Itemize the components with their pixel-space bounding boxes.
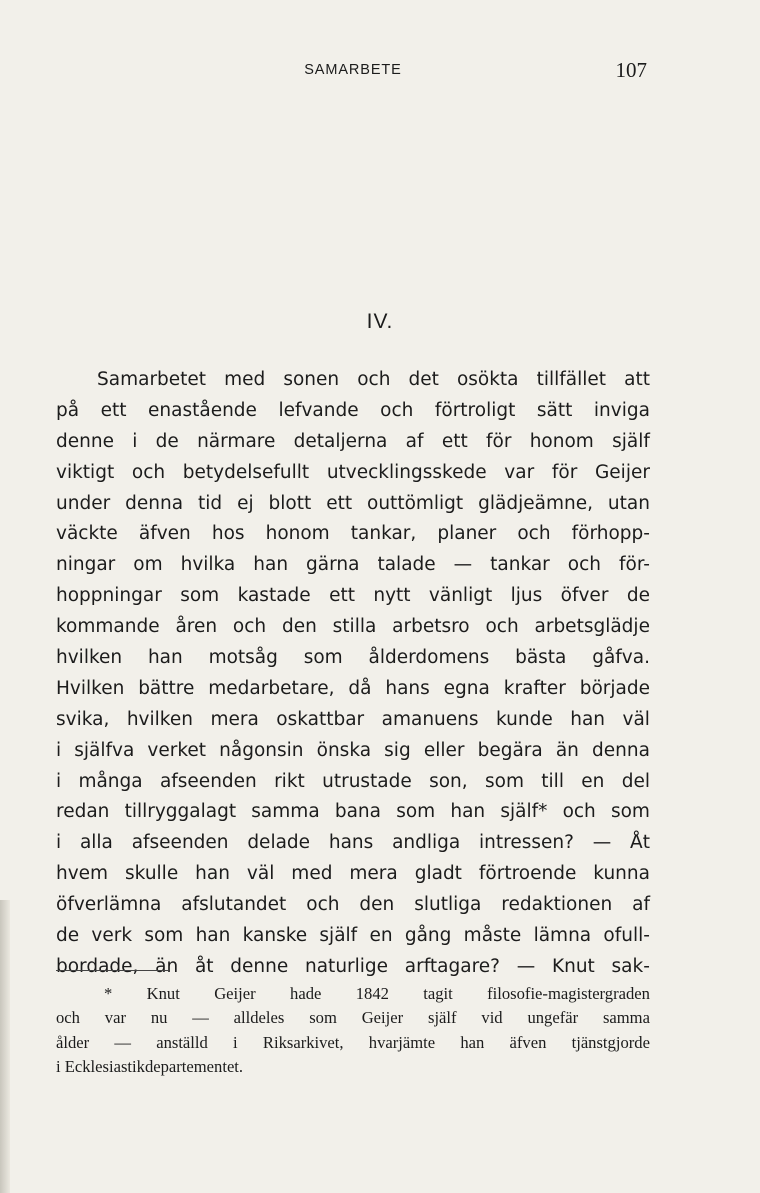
word: ej [237, 492, 254, 514]
word: hoppningar [56, 585, 162, 607]
word: i [56, 770, 62, 792]
word: förtroligt [434, 399, 516, 421]
word: honom [529, 430, 594, 452]
word: då [348, 677, 372, 699]
word: del [621, 770, 650, 792]
word: som [144, 925, 184, 947]
word: hvilka [180, 554, 236, 576]
word: önska [316, 739, 372, 761]
word: verk [91, 925, 133, 947]
text-line [56, 643, 650, 674]
word: och [517, 523, 551, 545]
word: tankar [490, 554, 550, 576]
word: väl [246, 863, 275, 885]
word: eller [423, 739, 465, 761]
word: afslutandet [181, 894, 287, 916]
word: han [195, 863, 230, 885]
footnote [56, 982, 650, 1080]
text-line [56, 396, 650, 427]
word: delade [247, 832, 311, 854]
chapter-heading: IV. [366, 310, 394, 333]
word: honom [265, 523, 330, 545]
word: nytt [373, 585, 411, 607]
word: inviga [593, 399, 650, 421]
word: viktigt [56, 461, 115, 483]
word: Geijer [361, 1008, 404, 1028]
word: lämna [533, 925, 592, 947]
word: ungefär [527, 1008, 579, 1028]
word: tillfället [536, 369, 607, 390]
word: och [131, 461, 166, 483]
word: och [562, 801, 596, 823]
word: väckte [56, 523, 118, 545]
word: gång [404, 925, 452, 947]
word: glädjeämne, [478, 492, 593, 514]
text-line [56, 736, 650, 767]
word: sak- [611, 955, 650, 977]
text-line [56, 890, 650, 921]
word: medarbetare, [208, 677, 335, 699]
word: afseenden [159, 770, 257, 792]
word: en [369, 925, 393, 947]
word: verket [147, 739, 207, 761]
word: på [56, 399, 80, 421]
word: mera [210, 708, 259, 730]
word: han [147, 647, 183, 669]
word: som [180, 585, 220, 607]
word: kastade [237, 585, 311, 607]
word: som [309, 1008, 337, 1028]
text-line [56, 612, 650, 643]
word: i [132, 430, 138, 452]
word: anställd [156, 1032, 208, 1052]
word: ett [441, 430, 468, 452]
word: som [610, 801, 650, 823]
footnote-line [56, 1006, 650, 1030]
word: sonen [283, 369, 340, 390]
word: han [450, 801, 486, 823]
word: själf [612, 430, 650, 452]
word: rikt [274, 770, 305, 792]
word: och [567, 554, 601, 576]
text-line [56, 581, 650, 612]
word: amanuens [381, 708, 479, 730]
word: mera [349, 863, 398, 885]
word: oskattbar [276, 708, 365, 730]
word: och [232, 616, 267, 638]
word: till [541, 770, 564, 792]
word: betydelsefullt [182, 461, 310, 483]
running-title: SAMARBETE [304, 62, 402, 78]
word: en [581, 770, 605, 792]
word: Riksarkivet, [262, 1032, 344, 1052]
word: själfva [74, 739, 135, 761]
word: hos [211, 523, 245, 545]
word: outtömligt [367, 492, 464, 514]
footnote-line [56, 982, 650, 1006]
word: med [291, 863, 333, 885]
word: nu [150, 1008, 168, 1028]
word: osökta [456, 369, 519, 390]
word: bästa [515, 647, 567, 669]
word: samma [602, 1008, 650, 1028]
word: son, [429, 770, 468, 792]
word: någonsin [219, 739, 304, 761]
word: utan [607, 492, 650, 514]
word: Knut [551, 955, 595, 977]
word: åren [175, 616, 218, 638]
word: slutliga [414, 894, 482, 916]
word: ljus [510, 585, 543, 607]
word: — [516, 955, 536, 977]
word: åt [194, 955, 214, 977]
page-number: 107 [615, 58, 647, 82]
word: gladt [414, 863, 462, 885]
text-line [56, 952, 650, 983]
word: alldeles [233, 1008, 285, 1028]
word: hvarjämte [368, 1032, 436, 1052]
word: tid [197, 492, 223, 514]
word: själf [427, 1008, 457, 1028]
word: planer [437, 523, 497, 545]
word: * [104, 984, 113, 1003]
word: öfverlämna [56, 894, 162, 916]
word: hvilken [56, 647, 123, 669]
word: började [579, 677, 650, 699]
word: ett [100, 399, 127, 421]
text-line [56, 767, 650, 798]
word: och [485, 616, 519, 638]
word: tagit [423, 984, 453, 1003]
footnote-line [56, 1031, 650, 1055]
word: Knut [146, 984, 180, 1003]
text-line [56, 365, 650, 396]
word: naturlige [305, 955, 389, 977]
word: hans [328, 832, 374, 854]
word: bättre [138, 677, 195, 699]
word: om [133, 554, 163, 576]
word: stilla [332, 616, 377, 638]
word: ofull- [603, 925, 650, 947]
footnote-line: i Ecklesiastikdepartementet. [56, 1057, 244, 1077]
word: enastående [148, 399, 257, 421]
body-text [56, 365, 650, 983]
word: gåfva. [592, 647, 650, 669]
word: Samarbetet [97, 369, 207, 390]
word: arbetsro [392, 616, 470, 638]
text-line [56, 489, 650, 520]
word: ningar [56, 554, 116, 576]
word: tillryggalagt [124, 801, 237, 823]
word: och [306, 894, 340, 916]
word: hvem [56, 863, 109, 885]
word: — [192, 1008, 209, 1028]
word: af [405, 430, 424, 452]
word: detaljerna [293, 430, 388, 452]
word: kunna [593, 863, 650, 885]
text-line [56, 921, 650, 952]
word: ålder [56, 1032, 90, 1052]
word: att [624, 369, 650, 390]
text-line [56, 519, 650, 550]
word: begära [477, 739, 543, 761]
word: af [632, 894, 650, 916]
word: ett [329, 585, 355, 607]
word: förhopp- [571, 523, 650, 545]
word: denne [56, 430, 114, 452]
word: själf* [500, 801, 548, 823]
word: redaktionen [501, 894, 613, 916]
word: med [224, 369, 266, 390]
word: ett [326, 492, 353, 514]
word: öfver [560, 585, 609, 607]
word: äfven [509, 1032, 547, 1052]
word: sätt [536, 399, 573, 421]
word: i [233, 1032, 238, 1052]
text-line [56, 674, 650, 705]
word: Geijer [214, 984, 256, 1003]
word: närmare [197, 430, 276, 452]
word: svika, [56, 708, 110, 730]
word: — [114, 1032, 131, 1052]
word: var [504, 461, 535, 483]
word: samma [251, 801, 320, 823]
word: vid [481, 1008, 503, 1028]
word: ålderdomens [368, 647, 490, 669]
page-edge-shadow [0, 900, 10, 1193]
word: utrustade [322, 770, 412, 792]
word: bordade, [56, 955, 139, 977]
text-line [56, 859, 650, 890]
word: hans [385, 677, 430, 699]
text-line [56, 458, 650, 489]
word: han [570, 708, 606, 730]
word: — [453, 554, 473, 576]
word: han [253, 554, 289, 576]
word: — [592, 832, 612, 854]
word: äfven [138, 523, 191, 545]
word: som [396, 801, 436, 823]
word: den [281, 616, 317, 638]
word: arbetsglädje [534, 616, 650, 638]
word: denna [125, 492, 184, 514]
word: han [460, 1032, 485, 1052]
word: afseenden [131, 832, 229, 854]
word: och [380, 399, 414, 421]
word: för [551, 461, 578, 483]
word: som [484, 770, 524, 792]
word: bana [334, 801, 381, 823]
word: förtroende [478, 863, 577, 885]
word: tjänstgjorde [571, 1032, 650, 1052]
word: talade [377, 554, 436, 576]
text-line [56, 705, 650, 736]
word: det [408, 369, 439, 390]
word: kunde [496, 708, 553, 730]
text-line [56, 797, 650, 828]
word: hade [290, 984, 322, 1003]
text-line [56, 828, 650, 859]
word: kanske [242, 925, 308, 947]
word: i [56, 832, 62, 854]
text-line [56, 427, 650, 458]
word: denna [592, 739, 650, 761]
word: under [56, 492, 111, 514]
word: utvecklingsskede [326, 461, 487, 483]
word: intressen? [479, 832, 574, 854]
word: själf [319, 925, 358, 947]
word: vänligt [428, 585, 493, 607]
word: för- [618, 554, 650, 576]
word: som [303, 647, 343, 669]
word: än [155, 955, 179, 977]
word: skulle [125, 863, 179, 885]
word: Hvilken [56, 677, 125, 699]
word: de [155, 430, 179, 452]
word: han [195, 925, 231, 947]
word: för [485, 430, 512, 452]
word: andliga [392, 832, 461, 854]
word: alla [79, 832, 113, 854]
word: motsåg [208, 647, 278, 669]
running-head [56, 58, 650, 88]
word: var [104, 1008, 126, 1028]
word: många [78, 770, 143, 792]
word: blott [268, 492, 312, 514]
word: tankar, [350, 523, 417, 545]
word: än [555, 739, 579, 761]
word: denne [230, 955, 289, 977]
word: filosofie-magistergraden [487, 984, 650, 1003]
word: hvilken [126, 708, 193, 730]
word: gärna [306, 554, 360, 576]
word: Åt [630, 832, 650, 854]
text-line [56, 550, 650, 581]
word: de [56, 925, 80, 947]
word: 1842 [355, 984, 389, 1003]
word: redan [56, 801, 110, 823]
word: måste [463, 925, 522, 947]
footnote-divider [56, 970, 168, 971]
word: arftagare? [404, 955, 500, 977]
word: de [626, 585, 650, 607]
word: lefvande [278, 399, 359, 421]
word: och [56, 1008, 80, 1028]
word: och [357, 369, 391, 390]
word: krafter [503, 677, 566, 699]
word: väl [622, 708, 650, 730]
word: i [56, 739, 62, 761]
word: Geijer [594, 461, 650, 483]
word: kommande [56, 616, 160, 638]
word: sig [384, 739, 411, 761]
word: egna [443, 677, 490, 699]
word: den [359, 894, 395, 916]
